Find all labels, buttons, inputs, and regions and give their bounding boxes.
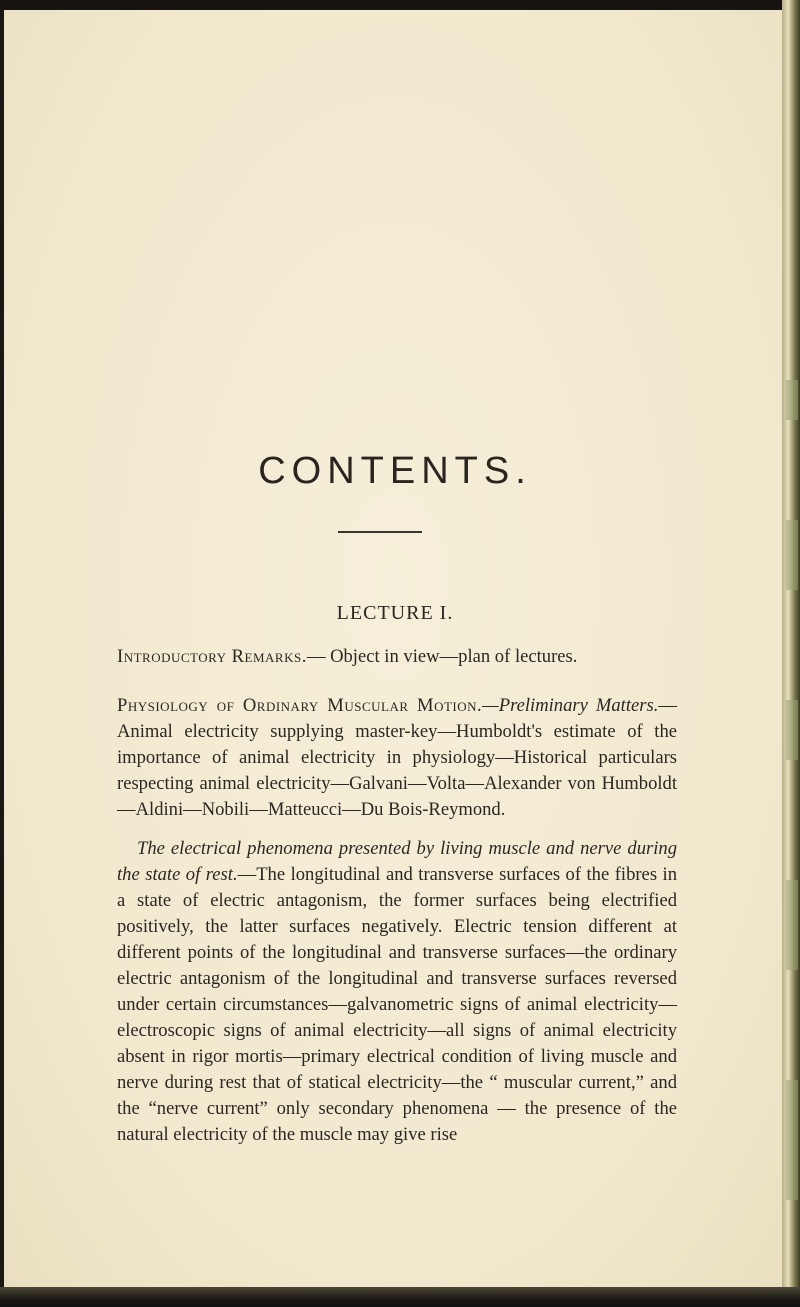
bottom-shadow-edge — [0, 1287, 800, 1307]
section-text: — Object in view—plan of lectures. — [306, 646, 578, 667]
edge-speckle — [786, 700, 798, 760]
edge-speckle — [786, 880, 798, 970]
section-subheading: —Preliminary Matters. — [482, 695, 659, 716]
page-title: CONTENTS. — [258, 450, 532, 492]
lecture-heading: LECTURE I. — [336, 602, 454, 624]
section-subheading: The electrical phenomena presented by living muscle and nerve during the state of rest. — [117, 838, 677, 885]
top-shadow-edge — [0, 0, 800, 9]
section-physiology — [117, 693, 677, 823]
section-heading: Physiology of Ordinary Muscular Motion. — [117, 695, 483, 716]
edge-speckle — [786, 380, 798, 420]
page-edge — [782, 0, 800, 1307]
section-text: —Animal electricity supplying master-key—Humboldt's estimate of the importance of animal electricity in physiology—Historical particulars respecting animal electricity—Galvani—Volta—Alexander von Humboldt—Aldini—Nobili—Matteucci—Du Bois-Reymond. — [117, 695, 677, 820]
section-heading: Introductory Remarks. — [117, 646, 307, 667]
edge-speckle — [786, 520, 798, 590]
edge-speckle — [786, 1080, 798, 1200]
book-page — [4, 10, 786, 1287]
section-text: —The longitudinal and transverse surfaces of the fibres in a state of electric antagonism, the former surfaces being electrified positively, the latter surfaces negatively. Electric tension different at different points of the longitudinal and transverse surfaces—the ordinary electric antagonism of the longitudinal and transverse surfaces reversed under certain circumstances—galvanometric signs of animal electricity—electroscopic signs of animal electricity—all signs of animal electricity absent in rigor mortis—primary electrical condition of living muscle and nerve during rest that of statical electricity—the “ muscular current,” and the “nerve current” only secondary phenomena — the presence of the natural electricity of the muscle may give rise — [117, 864, 677, 1145]
title-divider — [338, 531, 422, 533]
section-electrical-phenomena — [117, 836, 677, 1148]
section-introductory — [117, 644, 677, 670]
